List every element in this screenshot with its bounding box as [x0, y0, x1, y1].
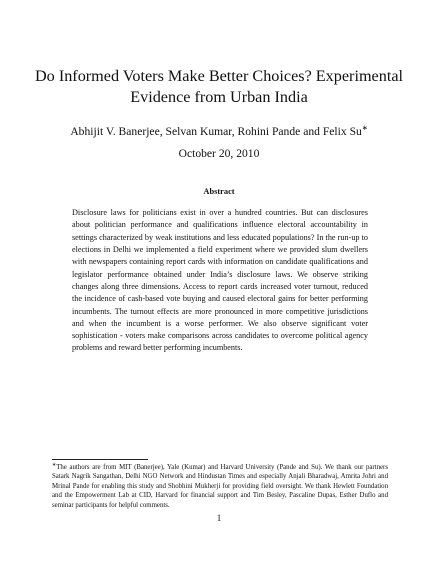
paper-title: Do Informed Voters Make Better Choices? Experimental Evidence from Urban India — [34, 67, 403, 106]
abstract-body: Disclosure laws for politicians exist in over a hundred countries. But can disclosures about politician performance and qualifications influence electoral accountability in settings characterized by weak institutions and less educated populations? In the run-up to elections in Delhi we implemented a field experiment where we provided slum dwellers with newspapers containing report cards with information on candidate qualifications and legislator performance obtained under India’s disclosure laws. We observe striking changes along three dimensions. Access to report cards increased voter turnout, reduced the incidence of cash-based vote buying and caused electoral gains for better performing incumbents. The turnout effects are more pronounced in more competitive jurisdictions and when the incumbent is a worse performer. We also observe significant voter sophistication - voters make comparisons across candidates to overcome political agency problems and reward better performing incumbents. — [72, 208, 368, 353]
footnote — [52, 461, 388, 510]
page-number: 1 — [216, 513, 222, 523]
footnote-mark: ∗ — [52, 463, 57, 468]
author-line — [0, 121, 438, 139]
authors: Abhijit V. Banerjee, Selvan Kumar, Rohini Pande and Felix Su — [70, 125, 362, 138]
abstract-heading: Abstract — [203, 187, 235, 196]
footnote-rule — [52, 459, 148, 460]
footnote-text: The authors are from MIT (Banerjee), Yale (Kumar) and Harvard University (Pande and Su). We thank our partners Satark Nagrik Sangathan, Delhi NGO Network and Hindustan Times and especially Anjali Bharadwaj, Amrita Johri and Mrinal Pande for enabling this study and Shobhini Mukherji for providing field oversight. We thank Hewlett Foundation and the Empowerment Lab at CID, Harvard for financial support and Tim Besley, Pascaline Dupas, Esther Duflo and seminar participants for helpful comments. — [52, 464, 388, 509]
paper-date: October 20, 2010 — [178, 147, 260, 160]
author-footnote-mark: ∗ — [361, 124, 368, 132]
